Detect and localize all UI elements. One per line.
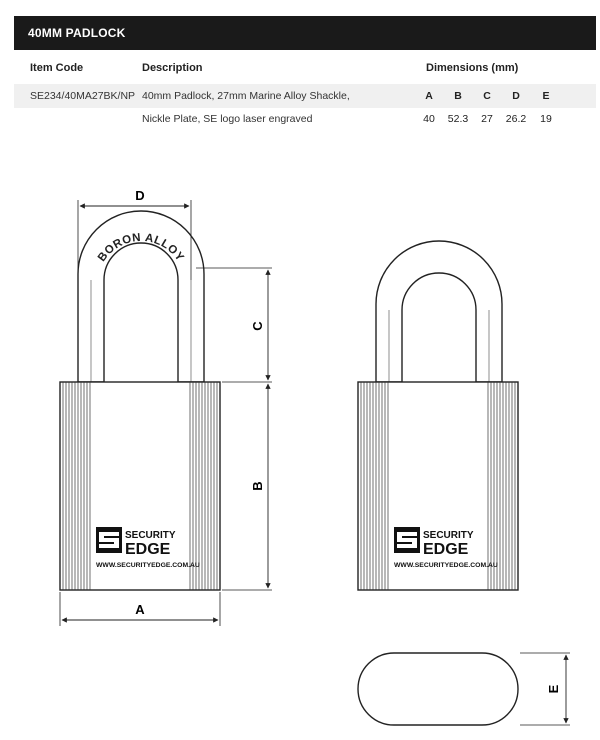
shackle-front <box>78 211 204 382</box>
column-header-item-code: Item Code <box>30 62 84 74</box>
dim-label-a: A <box>425 90 433 102</box>
padlock-bottom-view <box>358 653 518 725</box>
dimension-a-label: A <box>135 602 145 617</box>
dim-value-b: 52.3 <box>447 113 469 125</box>
dim-value-a: 40 <box>423 113 435 125</box>
dimension-c <box>196 268 272 382</box>
dimension-c-label: C <box>250 321 265 331</box>
dim-value-e: 19 <box>540 113 552 125</box>
padlock-back-view <box>358 241 518 590</box>
dimension-a <box>60 592 220 626</box>
dim-label-e: E <box>542 90 550 102</box>
dim-label-d: D <box>512 90 520 102</box>
se-logo-icon <box>96 527 122 553</box>
dimension-d-label: D <box>135 188 145 203</box>
brand-bottom-text: EDGE <box>125 541 171 558</box>
lock-base-outline <box>358 653 518 725</box>
section-title: 40MM PADLOCK <box>28 26 126 40</box>
dim-label-c: C <box>483 90 491 102</box>
dimension-b-label: B <box>250 481 265 491</box>
brand-bottom-text: EDGE <box>423 541 469 558</box>
website-text: WWW.SECURITYEDGE.COM.AU <box>394 562 498 569</box>
description-line-1: 40mm Padlock, 27mm Marine Alloy Shackle, <box>142 90 350 102</box>
dimension-e-label: E <box>546 684 561 694</box>
column-header-description: Description <box>142 62 203 74</box>
brand-top-text: SECURITY <box>125 530 176 541</box>
shackle-back <box>376 241 502 382</box>
dim-label-b: B <box>454 90 462 102</box>
dim-value-d: 26.2 <box>505 113 527 125</box>
description-line-2: Nickle Plate, SE logo laser engraved <box>142 113 313 125</box>
engraving-text: BORON ALLOY <box>95 231 187 264</box>
dim-value-c: 27 <box>481 113 493 125</box>
brand-top-text: SECURITY <box>423 530 474 541</box>
dimension-b <box>222 384 272 590</box>
item-code-cell: SE234/40MA27BK/NP <box>30 90 136 102</box>
dimension-e <box>520 653 570 725</box>
website-text: WWW.SECURITYEDGE.COM.AU <box>96 562 200 569</box>
column-header-dimensions: Dimensions (mm) <box>426 62 519 74</box>
se-logo-icon <box>394 527 420 553</box>
